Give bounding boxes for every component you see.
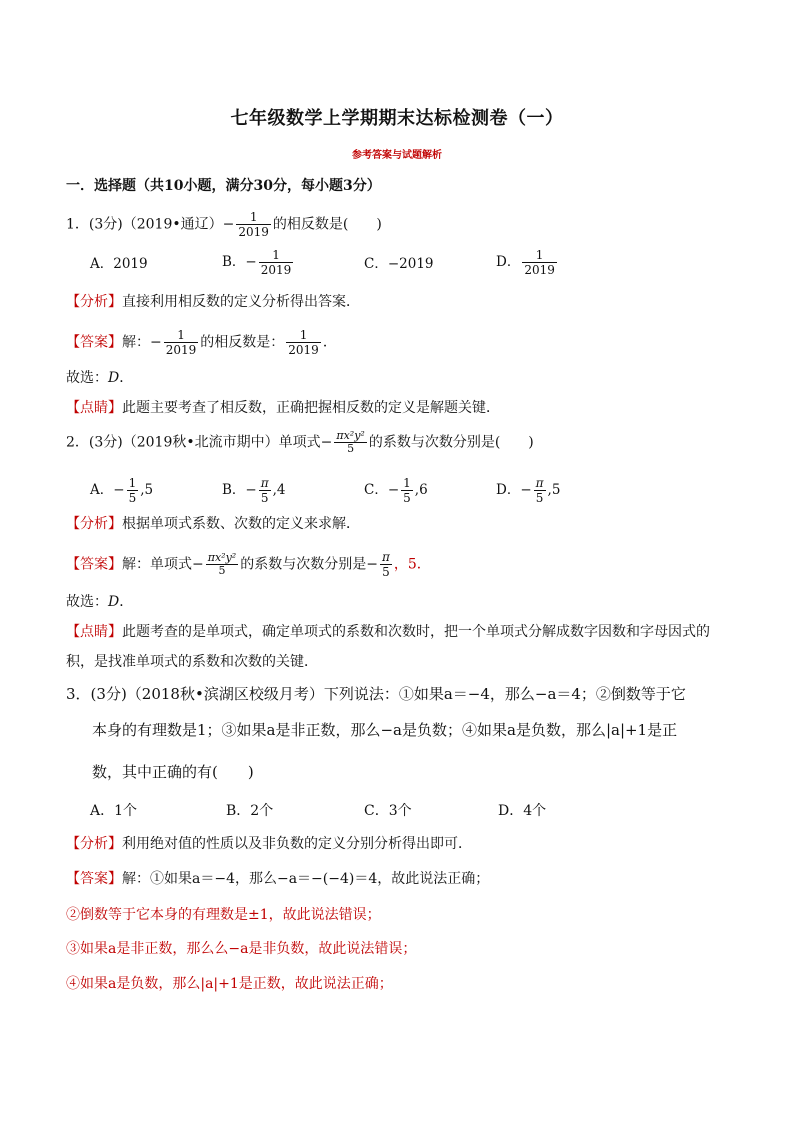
- q2-optd-label: D．: [496, 482, 521, 498]
- q1-sign: −: [222, 216, 235, 233]
- q3-analysis-tag: 【分析】: [66, 836, 122, 852]
- q1-optb-sign: −: [245, 254, 257, 270]
- q2-option-a: [90, 476, 153, 505]
- q3-answer-2: ②倒数等于它本身的有理数是±1，故此说法错误；: [66, 907, 381, 923]
- q2-choice-label: 故选：: [66, 594, 108, 610]
- q2-option-d: [496, 476, 560, 505]
- q1-fraction: [236, 210, 271, 239]
- q2-answer-mid: 的系数与次数分别是: [240, 556, 367, 573]
- q2-optd-tail: ,5: [547, 482, 561, 498]
- q2-optc-sign: −: [387, 482, 400, 498]
- q2-monomial-fraction: [334, 430, 366, 455]
- q1-frac-den: 2019: [238, 225, 269, 239]
- q2-optc-num: 1: [403, 476, 411, 490]
- q2-option-c: [364, 476, 428, 505]
- q2-answer-mono-fraction: [206, 552, 238, 577]
- q1-choice-label: 故选：: [66, 370, 108, 386]
- q3-answer-1: [66, 869, 489, 889]
- page-title: 七年级数学上学期期末达标检测卷（一）: [230, 108, 564, 129]
- q1-analysis: [66, 292, 360, 312]
- q2-suffix: 的系数与次数分别是( ): [368, 434, 534, 451]
- q1-answer-jie: 解：: [122, 334, 150, 351]
- q1-optd-den: 2019: [524, 263, 555, 277]
- q3-option-a: A．1个: [90, 803, 138, 819]
- q1-choice-end: ．: [119, 370, 134, 386]
- q2-mono-num: πx²y²: [336, 429, 365, 442]
- q1-optb-fraction: [259, 248, 294, 277]
- q1-choice-value: D: [108, 370, 120, 386]
- q2-answer-coef-den: 5: [380, 564, 392, 579]
- q1-option-d: [496, 248, 559, 277]
- q2-choice: [66, 592, 133, 612]
- q2-answer-tag: 【答案】: [66, 556, 122, 573]
- q2-optd-fraction: [534, 476, 546, 505]
- q1-answer-num: 1: [177, 328, 185, 342]
- q2-answer-coef-fraction: [380, 550, 392, 579]
- q2-optb-tail: ,4: [272, 482, 286, 498]
- q2-optd-den: 5: [534, 490, 546, 505]
- q3-option-b: B．2个: [226, 803, 274, 819]
- q3-analysis: [66, 834, 472, 854]
- section-heading: 一．选择题（共10小题，满分30分，每小题3分）: [66, 178, 381, 194]
- q2-answer-sign: −: [192, 556, 204, 573]
- q1-choice: [66, 368, 133, 388]
- q1-suffix: 的相反数是( ): [272, 216, 382, 233]
- q1-answer-mid: 的相反数是：: [200, 334, 285, 351]
- q2-opta-label: A．: [90, 482, 114, 498]
- q1-option-c: C．−2019: [364, 256, 434, 272]
- q1-frac-num: 1: [249, 210, 258, 224]
- q2-optd-num: π: [535, 476, 544, 490]
- q2-opta-den: 5: [128, 491, 137, 505]
- q2-analysis-text: 根据单项式系数、次数的定义来求解．: [122, 516, 360, 532]
- q3-answer-4: ④如果a是负数，那么|a|+1是正数，故此说法正确；: [66, 976, 393, 992]
- q2-answer-end: ，5．: [393, 556, 431, 573]
- q1-analysis-tag: 【分析】: [66, 294, 122, 310]
- q2-answer-jie: 解：: [122, 556, 150, 573]
- q2-answer-mono-num: πx²y²: [207, 551, 237, 564]
- q2-optc-tail: ,6: [414, 482, 428, 498]
- q1-comment: [66, 398, 500, 418]
- q2-comment-line1: [66, 622, 710, 642]
- q3-analysis-text: 利用绝对值的性质以及非负数的定义分别分析得出即可．: [122, 836, 472, 852]
- q1-analysis-text: 直接利用相反数的定义分析得出答案．: [122, 294, 360, 310]
- q2-comment-tag: 【点睛】: [66, 624, 122, 640]
- q1-stem: [66, 210, 382, 239]
- q3-stem-line3: 数，其中正确的有( ): [92, 763, 254, 781]
- q2-optb-den: 5: [259, 490, 271, 505]
- q1-optd-num: 1: [535, 248, 544, 262]
- q1-optd-label: D．: [496, 254, 521, 270]
- q3-option-c: C．3个: [364, 803, 412, 819]
- q2-answer-mono-den: 5: [206, 564, 238, 577]
- q1-answer: [66, 328, 337, 357]
- q3-option-d: D．4个: [498, 803, 547, 819]
- q2-analysis: [66, 514, 360, 534]
- q2-comment-line2: 积，是找准单项式的系数和次数的关键．: [66, 654, 318, 670]
- q1-optb-den: 2019: [260, 263, 292, 277]
- q2-optc-fraction: [401, 476, 413, 505]
- q2-comment-text1: 此题考查的是单项式，确定单项式的系数和次数时，把一个单项式分解成数字因数和字母因式的: [122, 624, 710, 640]
- q1-optb-num: 1: [272, 248, 280, 262]
- q2-choice-value: D: [108, 594, 120, 610]
- q2-optb-sign: −: [245, 482, 257, 498]
- q1-answer-end: ．: [322, 334, 337, 351]
- q2-optb-num: π: [260, 476, 269, 490]
- q2-optb-fraction: [259, 476, 271, 505]
- q3-answer-tag: 【答案】: [66, 871, 122, 887]
- q2-optc-label: C．: [364, 482, 388, 498]
- q2-stem: [66, 430, 534, 455]
- q2-answer-pre: 单项式: [150, 556, 192, 573]
- q3-answer1-text: ①如果a＝−4，那么−a＝−(−4)＝4，故此说法正确；: [150, 871, 490, 887]
- q3-stem-line2: 本身的有理数是1；③如果a是非正数，那么−a是负数；④如果a是负数，那么|a|+1是正: [92, 721, 678, 739]
- q1-optb-label: B．: [222, 254, 246, 270]
- q1-answer-tag: 【答案】: [66, 334, 122, 351]
- q1-answer-sign: −: [150, 334, 162, 351]
- q2-answer-coef-num: π: [381, 550, 390, 564]
- q3-stem-line1: 3．(3分)（2018秋•滨湖区校级月考）下列说法：①如果a＝−4，那么−a＝4；②倒数等于它: [66, 685, 686, 703]
- q2-opta-fraction: [127, 476, 139, 505]
- q2-opta-tail: ,5: [140, 482, 154, 498]
- q2-mono-den: 5: [334, 442, 366, 455]
- q2-choice-end: ．: [119, 594, 134, 610]
- q2-prefix: 2．(3分)（2019秋•北流市期中）单项式: [66, 434, 321, 451]
- q1-optd-fraction: [522, 248, 557, 277]
- q2-answer: [66, 550, 431, 579]
- q1-answer-fraction: [164, 328, 199, 357]
- q1-option-b: [222, 248, 295, 277]
- q2-answer-coef-sign: −: [366, 556, 378, 573]
- q2-optc-den: 5: [403, 491, 411, 505]
- page-subtitle: 参考答案与试题解析: [352, 150, 442, 161]
- q1-prefix: 1．(3分)（2019•通辽）: [66, 216, 223, 233]
- q1-answer-result-fraction: [286, 328, 321, 357]
- q1-option-a: A．2019: [90, 256, 148, 272]
- q2-opta-num: 1: [128, 476, 137, 490]
- q1-comment-tag: 【点睛】: [66, 400, 122, 416]
- q1-comment-text: 此题主要考查了相反数，正确把握相反数的定义是解题关键．: [122, 400, 500, 416]
- q1-answer-den: 2019: [165, 343, 197, 357]
- q3-answer-jie: 解：: [122, 871, 150, 887]
- q1-answer-res-num: 1: [299, 328, 308, 342]
- q2-optb-label: B．: [222, 482, 246, 498]
- q2-option-b: [222, 476, 286, 505]
- q2-opta-sign: −: [113, 482, 125, 498]
- q3-answer-3: ③如果a是非正数，那么么−a是非负数，故此说法错误；: [66, 941, 417, 957]
- q2-analysis-tag: 【分析】: [66, 516, 122, 532]
- q1-answer-res-den: 2019: [288, 343, 319, 357]
- q2-sign: −: [320, 434, 333, 451]
- q2-optd-sign: −: [520, 482, 532, 498]
